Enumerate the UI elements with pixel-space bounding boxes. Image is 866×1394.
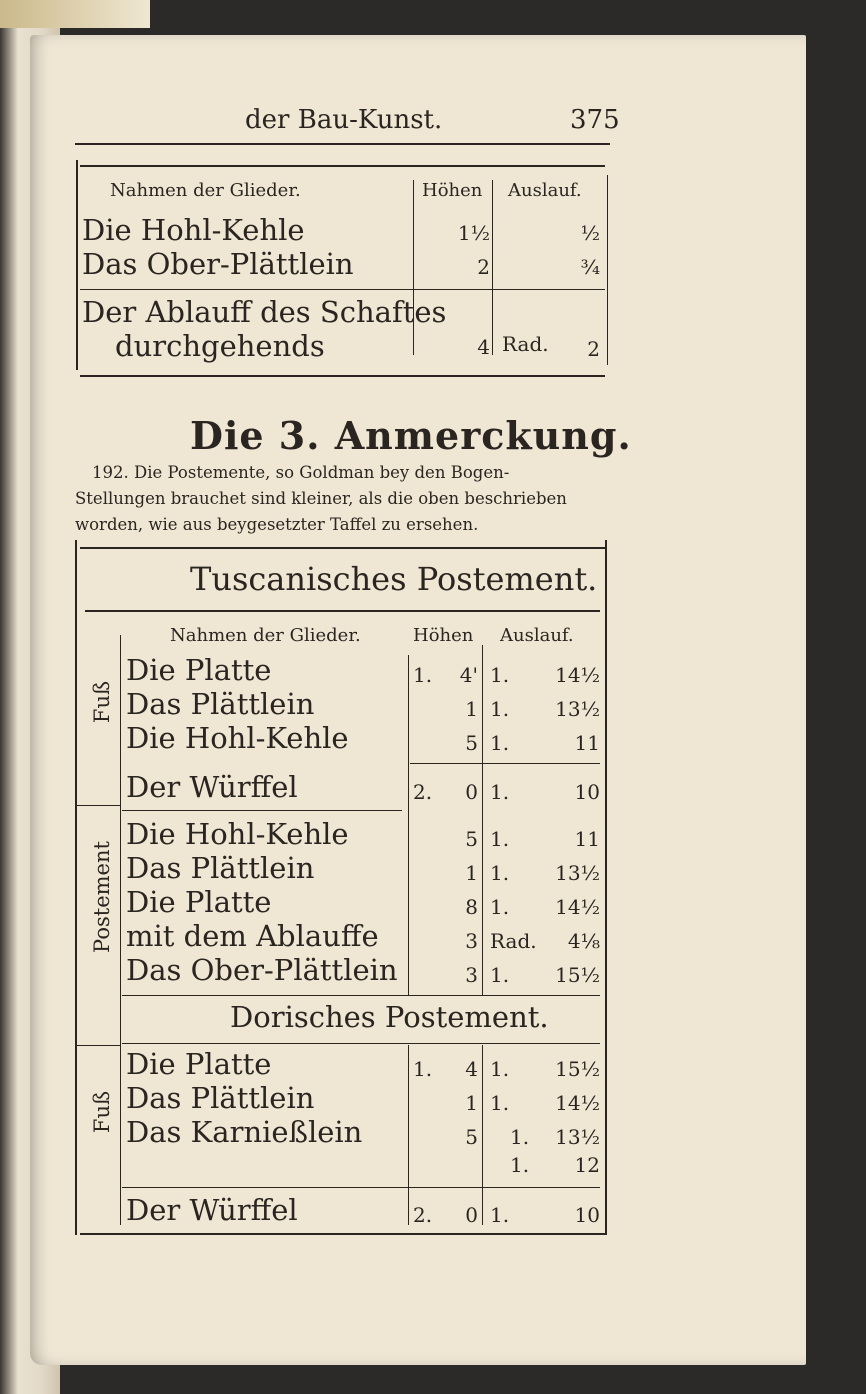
table-cell: 1. — [490, 1203, 510, 1227]
table-row-name: Das Plättlein — [126, 1081, 315, 1115]
column-header: Höhen — [413, 625, 474, 646]
column-header: Auslauf. — [500, 625, 574, 646]
table-cell: 13½ — [555, 1125, 600, 1149]
table-cell: 10 — [574, 1203, 600, 1227]
table-cell: 0 — [465, 780, 478, 804]
column-header: Auslauf. — [508, 180, 582, 201]
column-header: Nahmen der Glieder. — [170, 625, 361, 646]
table-cell: 14½ — [555, 663, 600, 687]
table-cell: ½ — [580, 221, 600, 245]
table-rule — [410, 763, 600, 764]
table-cell: 1. — [490, 780, 510, 804]
table-rule — [80, 547, 605, 549]
table-cell: 4 — [477, 335, 490, 359]
table-caption: Tuscanisches Postement. — [190, 560, 598, 598]
table-cell: 2 — [477, 255, 490, 279]
table-cell: 13½ — [555, 861, 600, 885]
table-border — [76, 160, 78, 370]
table-rule — [122, 1043, 600, 1044]
table-row-name: Die Hohl-Kehle — [126, 817, 349, 851]
table-cell: Rad. — [502, 332, 549, 356]
table-row-name: Die Hohl-Kehle — [126, 721, 349, 755]
table-cell: 1. — [490, 827, 510, 851]
table-cell: 1. — [490, 731, 510, 755]
page-edge — [0, 0, 150, 28]
table-cell: 11 — [574, 827, 600, 851]
table-cell: 1. — [490, 1057, 510, 1081]
table-cell: 13½ — [555, 697, 600, 721]
table-divider — [120, 635, 121, 1225]
table-cell: 1. — [490, 663, 510, 687]
table-row-name: Der Würffel — [126, 1193, 298, 1227]
table-cell: 1. — [490, 697, 510, 721]
table-cell: 1. — [510, 1125, 530, 1149]
table-cell: 1. — [490, 1091, 510, 1115]
table-row-name: Der Ablauff des Schaftes — [82, 295, 447, 329]
book-page — [30, 35, 806, 1365]
table-divider — [607, 175, 608, 365]
table-rule — [75, 805, 120, 806]
table-cell: ¾ — [580, 255, 600, 279]
table-row-name: Der Würffel — [126, 770, 298, 804]
table-divider — [492, 180, 493, 355]
table-cell: 0 — [465, 1203, 478, 1227]
table-divider — [408, 1045, 409, 1225]
section-heading: Die 3. Anmerckung. — [190, 413, 632, 458]
table-row-name: Das Ober-Plättlein — [126, 953, 398, 987]
column-header: Nahmen der Glieder. — [110, 180, 301, 201]
table-cell: 1. — [510, 1153, 530, 1177]
table-row-name: mit dem Ablauffe — [126, 919, 379, 953]
table-row-name: Die Hohl-Kehle — [82, 213, 305, 247]
table-cell: 2 — [587, 337, 600, 361]
table-border — [605, 540, 607, 1235]
table-divider — [482, 645, 483, 995]
paragraph-line: worden, wie aus beygesetzter Taffel zu ersehen. — [75, 515, 479, 534]
table-cell: 1½ — [457, 221, 490, 245]
table-cell: 3 — [465, 929, 478, 953]
table-rule — [85, 610, 600, 612]
table-rule — [80, 1233, 605, 1235]
table-row-name: Die Platte — [126, 653, 272, 687]
table-cell: 1. — [413, 1057, 433, 1081]
table-rule — [122, 995, 600, 996]
table-rule — [122, 1187, 600, 1188]
table-cell: 5 — [465, 731, 478, 755]
table-cell: 11 — [574, 731, 600, 755]
table-cell: 1. — [490, 895, 510, 919]
table-cell: 4' — [459, 663, 478, 687]
table-cell: 5 — [465, 1125, 478, 1149]
table-rule — [80, 165, 605, 167]
table-subcaption: Dorisches Postement. — [230, 1000, 549, 1034]
table-cell: 1. — [490, 963, 510, 987]
table-row-name: Die Platte — [126, 1047, 272, 1081]
table-rule — [122, 810, 402, 811]
header-rule — [75, 143, 610, 145]
table-cell: 4⅛ — [567, 929, 600, 953]
table-cell: 1 — [465, 1091, 478, 1115]
table-cell: 1 — [465, 861, 478, 885]
paragraph-line: 192. Die Postemente, so Goldman bey den Bogen- — [92, 463, 510, 482]
table-rule — [80, 289, 605, 290]
table-row-name: Das Ober-Plättlein — [82, 247, 354, 281]
table-cell: Rad. — [490, 929, 537, 953]
table-border — [75, 540, 77, 1235]
table-divider — [408, 655, 409, 995]
table-row-name: Das Plättlein — [126, 687, 315, 721]
side-label: Fuß — [90, 1090, 114, 1134]
table-rule — [75, 1045, 120, 1046]
table-cell: 15½ — [555, 963, 600, 987]
table-rule — [80, 375, 605, 377]
table-cell: 2. — [413, 1203, 433, 1227]
table-cell: 2. — [413, 780, 433, 804]
table-cell: 10 — [574, 780, 600, 804]
table-cell: 5 — [465, 827, 478, 851]
table-cell: 1. — [490, 861, 510, 885]
table-cell: 14½ — [555, 895, 600, 919]
table-row-name: Die Platte — [126, 885, 272, 919]
table-cell: 14½ — [555, 1091, 600, 1115]
table-cell: 15½ — [555, 1057, 600, 1081]
table-divider — [482, 1045, 483, 1225]
paragraph-line: Stellungen brauchet sind kleiner, als die oben beschrieben — [75, 489, 567, 508]
running-head: der Bau-Kunst. — [245, 105, 443, 135]
table-cell: 12 — [574, 1153, 600, 1177]
side-label: Fuß — [90, 680, 114, 724]
table-row-name: Das Karnießlein — [126, 1115, 363, 1149]
table-cell: 1 — [465, 697, 478, 721]
table-row-name: durchgehends — [115, 329, 325, 363]
side-label: Postement — [90, 841, 114, 953]
table-row-name: Das Plättlein — [126, 851, 315, 885]
page-number: 375 — [570, 105, 620, 135]
table-cell: 4 — [465, 1057, 478, 1081]
table-cell: 3 — [465, 963, 478, 987]
table-cell: 1. — [413, 663, 433, 687]
column-header: Höhen — [422, 180, 483, 201]
table-cell: 8 — [465, 895, 478, 919]
